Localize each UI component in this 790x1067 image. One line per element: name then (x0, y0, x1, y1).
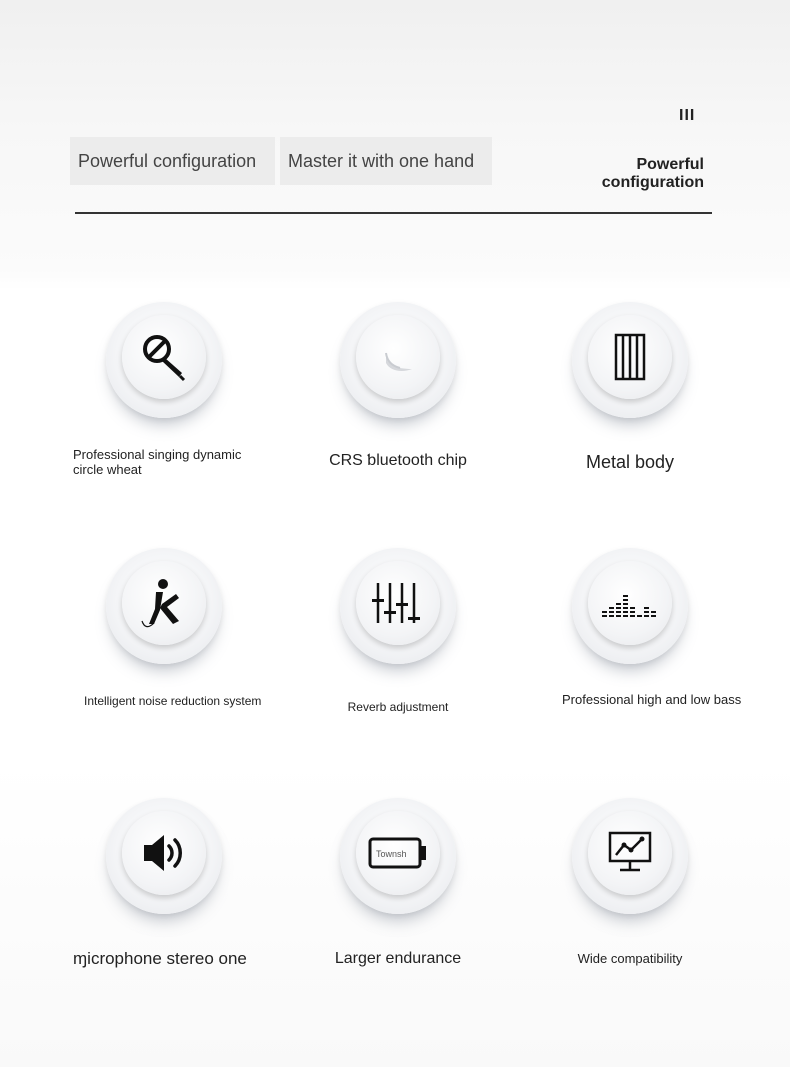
feature-card (510, 798, 750, 1028)
icon-disc (106, 798, 222, 914)
section-title-line2: configuration (601, 174, 704, 191)
feature-label: Professional high and low bass (562, 692, 742, 707)
monitor-chart-icon (604, 827, 656, 879)
feature-card (44, 548, 284, 778)
icon-disc (572, 548, 688, 664)
feature-card (510, 302, 750, 532)
icon-disc (106, 548, 222, 664)
speaker-icon (138, 827, 190, 879)
battery-label: Townsh (376, 849, 407, 859)
metal-body-icon (604, 331, 656, 383)
section-numeral: III (679, 107, 696, 124)
icon-disc (340, 548, 456, 664)
header-divider (75, 212, 712, 214)
feature-card (44, 302, 284, 532)
icon-disc (106, 302, 222, 418)
feature-card (278, 798, 518, 1028)
feature-card (510, 548, 750, 778)
header-tab-powerful-configuration[interactable] (70, 137, 275, 185)
equalizer-sliders-icon (370, 577, 426, 629)
tab-label: Master it with one hand (288, 151, 475, 171)
karaoke-singer-icon (138, 577, 190, 629)
battery-icon (367, 827, 429, 879)
feature-label: ɱicrophone stereo one (73, 949, 247, 968)
feature-label: Larger endurance (334, 950, 462, 967)
feature-label: Metal body (585, 452, 675, 472)
tab-label: Powerful configuration (78, 151, 257, 171)
icon-disc (340, 798, 456, 914)
feature-label: Reverb adjustment (347, 700, 449, 714)
microphone-icon (138, 331, 190, 383)
feature-card (278, 548, 518, 778)
feature-card (44, 798, 284, 1028)
icon-disc (340, 302, 456, 418)
bass-bars-icon (600, 577, 660, 629)
feature-label: Professional singing dynamic circle wheat (73, 447, 242, 477)
section-title-line1: Powerful (636, 156, 704, 173)
feature-label: Intelligent noise reduction system (84, 694, 262, 708)
feature-card (278, 302, 518, 532)
section-title (560, 156, 704, 192)
feature-label: CRS ƅluetooth chip (329, 452, 467, 469)
icon-disc (572, 302, 688, 418)
icon-disc (572, 798, 688, 914)
bluetooth-chip-icon (372, 331, 424, 383)
header-tab-master-one-hand[interactable] (280, 137, 492, 185)
feature-label: Wide compatibility (577, 951, 683, 966)
